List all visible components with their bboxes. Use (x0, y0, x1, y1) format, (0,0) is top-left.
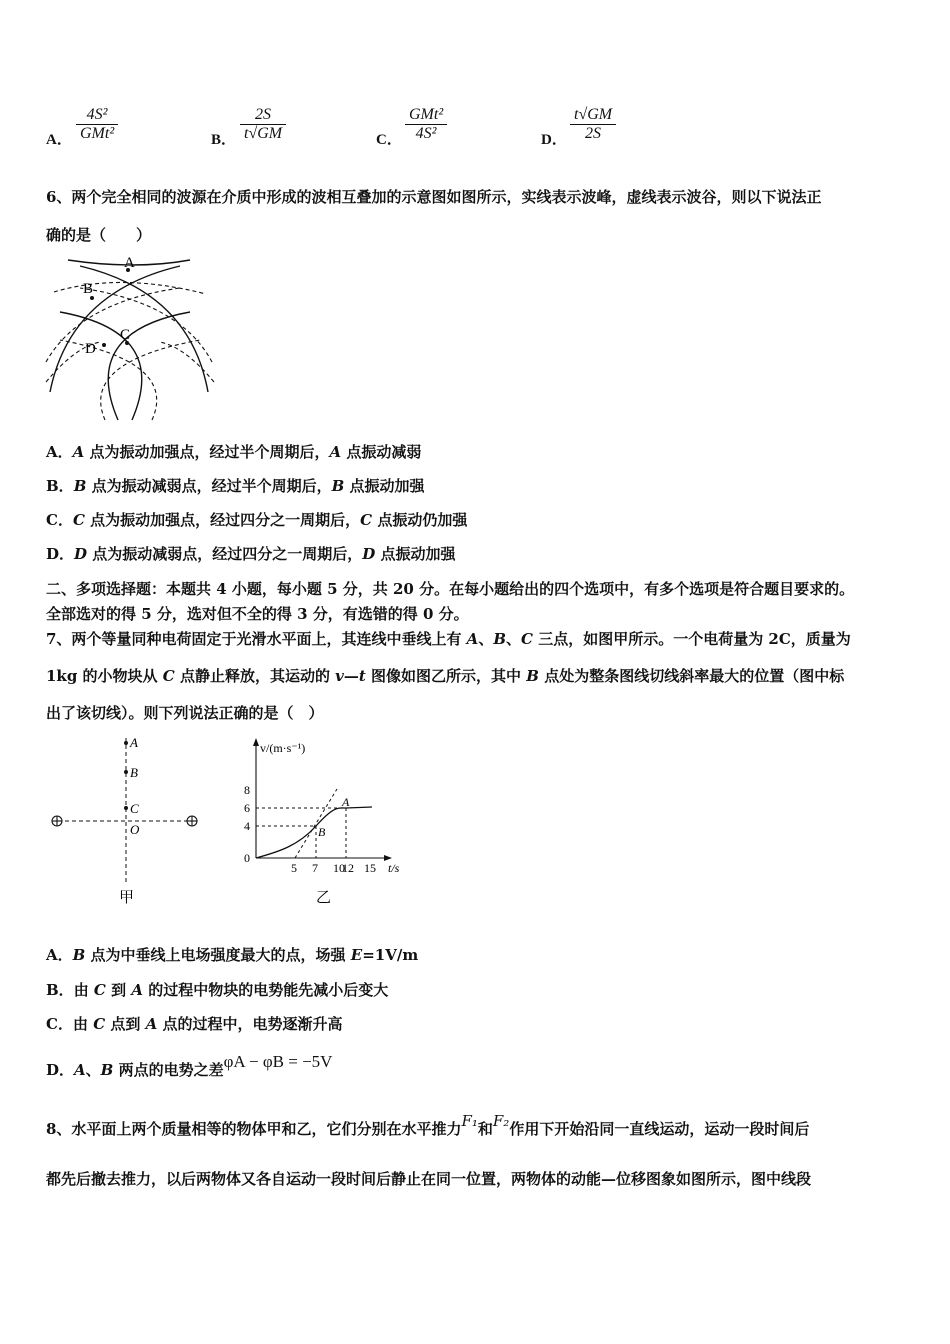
q5-option-d-label: D． (541, 132, 567, 148)
yi-caption: 乙 (316, 890, 332, 906)
wave-trough-left (46, 288, 180, 362)
section2-heading-line2: 全部选对的得 5 分，选对但不全的得 3 分，有选错的得 0 分。 (46, 605, 469, 623)
q7-option-d[interactable]: D．A、B 两点的电势之差φA − φB = −5V (46, 1052, 333, 1079)
yi-ticks (244, 783, 376, 875)
q8-f2: F₂ (492, 1112, 510, 1130)
q7-option-a[interactable]: A．B 点为中垂线上电场强度最大的点，场强 E=1V/m (46, 946, 419, 964)
yi-point-a-label: A (342, 795, 350, 809)
jia-point-b-dot (124, 770, 128, 774)
yi-xtick-label: 7 (312, 861, 318, 875)
yi-ytick-label: 8 (244, 783, 250, 797)
charge-right-icon (187, 816, 197, 826)
q6-option-d-label: D． (46, 545, 75, 563)
q6-wave-figure (40, 252, 220, 424)
jia-point-o-label: O (130, 822, 140, 837)
q5-option-d-den: 2S (585, 125, 602, 142)
q6-option-b-label: B． (46, 477, 74, 495)
jia-point-b-label: B (130, 765, 138, 780)
yi-xtick-label: 15 (364, 861, 376, 875)
jia-point-c-label: C (130, 801, 139, 816)
q5-option-a-den: GMt² (80, 125, 115, 142)
q5-option-c-fraction (405, 106, 447, 143)
point-b-label: B (83, 281, 94, 297)
q6-stem-line1: 6、两个完全相同的波源在介质中形成的波相互叠加的示意图如图所示，实线表示波峰，虚线表示波谷，则以下说法正 (46, 188, 822, 206)
point-a-label: A (124, 255, 135, 271)
q6-option-a-label: A． (46, 443, 73, 461)
q6-stem-line2: 确的是（ ） (46, 226, 152, 244)
yi-y-axis-label: v/(m·s⁻¹) (260, 741, 306, 755)
q5-option-c-label: C． (376, 132, 402, 148)
yi-y-axis-arrow-icon (253, 738, 259, 746)
q5-option-a-label: A． (46, 132, 72, 148)
yi-tangent-line (295, 789, 337, 858)
q8-stem-line1: 8、水平面上两个质量相等的物体甲和乙，它们分别在水平推力F₁和F₂作用下开始沿同一直线运动，运动一段时间后 (46, 1112, 810, 1138)
jia-caption: 甲 (119, 890, 135, 906)
q5-option-b-fraction (240, 106, 286, 143)
jia-point-c-dot (124, 806, 128, 810)
charge-left-icon (52, 816, 62, 826)
q5-option-a-num: 4S² (76, 106, 118, 125)
q5-option-b-label: B． (211, 132, 237, 148)
q5-option-c-num: GMt² (405, 106, 447, 125)
point-c-label: C (120, 327, 131, 343)
wave-trough-right-low (160, 342, 214, 382)
q5-option-c-den: 4S² (415, 125, 437, 142)
yi-point-b-label: B (318, 825, 326, 839)
q6-option-c[interactable]: C．C 点为振动加强点，经过四分之一周期后，C 点振动仍加强 (46, 511, 468, 529)
q7-stem-line3: 出了该切线）。则下列说法正确的是（ ） (46, 704, 324, 722)
q7-figure-jia (44, 734, 214, 909)
yi-vt-curve (256, 807, 372, 858)
q5-option-b-den: t√GM (244, 125, 283, 142)
yi-xtick-label: 12 (342, 861, 354, 875)
jia-point-a-dot (124, 741, 128, 745)
q5-option-b-num: 2S (240, 106, 286, 125)
point-d-dot (102, 343, 106, 347)
yi-ytick-label: 0 (244, 851, 250, 865)
yi-xtick-label: 5 (291, 861, 297, 875)
section2-heading-line1: 二、多项选择题：本题共 4 小题，每小题 5 分，共 20 分。在每小题给出的四个选项中，有多个选项是符合题目要求的。 (46, 580, 855, 598)
q5-option-a-fraction (76, 106, 118, 143)
q6-option-a[interactable]: A．A 点为振动加强点，经过半个周期后，A 点振动减弱 (46, 443, 422, 461)
yi-ytick-label: 4 (244, 819, 250, 833)
q8-stem-line2: 都先后撤去推力，以后两物体又各自运动一段时间后静止在同一位置，两物体的动能—位移图象如图所示，图中线段 (46, 1170, 812, 1188)
q7-option-b[interactable]: B．由 C 到 A 的过程中物块的电势能先减小后变大 (46, 981, 389, 999)
q5-option-d-num: t√GM (570, 106, 616, 125)
q7-stem-line2: 1kg 的小物块从 C 点静止释放，其运动的 v—t 图像如图乙所示，其中 B 点处为整条图线切线斜率最大的位置（图中标 (46, 667, 845, 685)
q6-option-b[interactable]: B．B 点为振动减弱点，经过半个周期后，B 点振动加强 (46, 477, 425, 495)
q6-option-d[interactable]: D．D 点为振动减弱点，经过四分之一周期后，D 点振动加强 (46, 545, 456, 563)
q7-option-d-formula: φA − φB = −5V (223, 1052, 333, 1071)
yi-xtick-label: 10 (333, 861, 345, 875)
jia-point-a-label: A (130, 735, 138, 750)
q6-option-c-label: C． (46, 511, 73, 529)
q5-option-d-fraction (570, 106, 616, 143)
point-d-label: D (85, 341, 96, 357)
q8-f1: F₁ (461, 1112, 478, 1130)
q7-option-c[interactable]: C．由 C 点到 A 点的过程中，电势逐渐升高 (46, 1015, 343, 1033)
q7-figure-yi (238, 734, 413, 909)
yi-x-axis-label: t/s (388, 861, 400, 875)
yi-ytick-label: 6 (244, 801, 250, 815)
q7-stem-line1: 7、两个等量同种电荷固定于光滑水平面上，其连线中垂线上有 A、B、C 三点，如图甲所示。一个电荷量为 2C，质量为 (46, 630, 851, 648)
